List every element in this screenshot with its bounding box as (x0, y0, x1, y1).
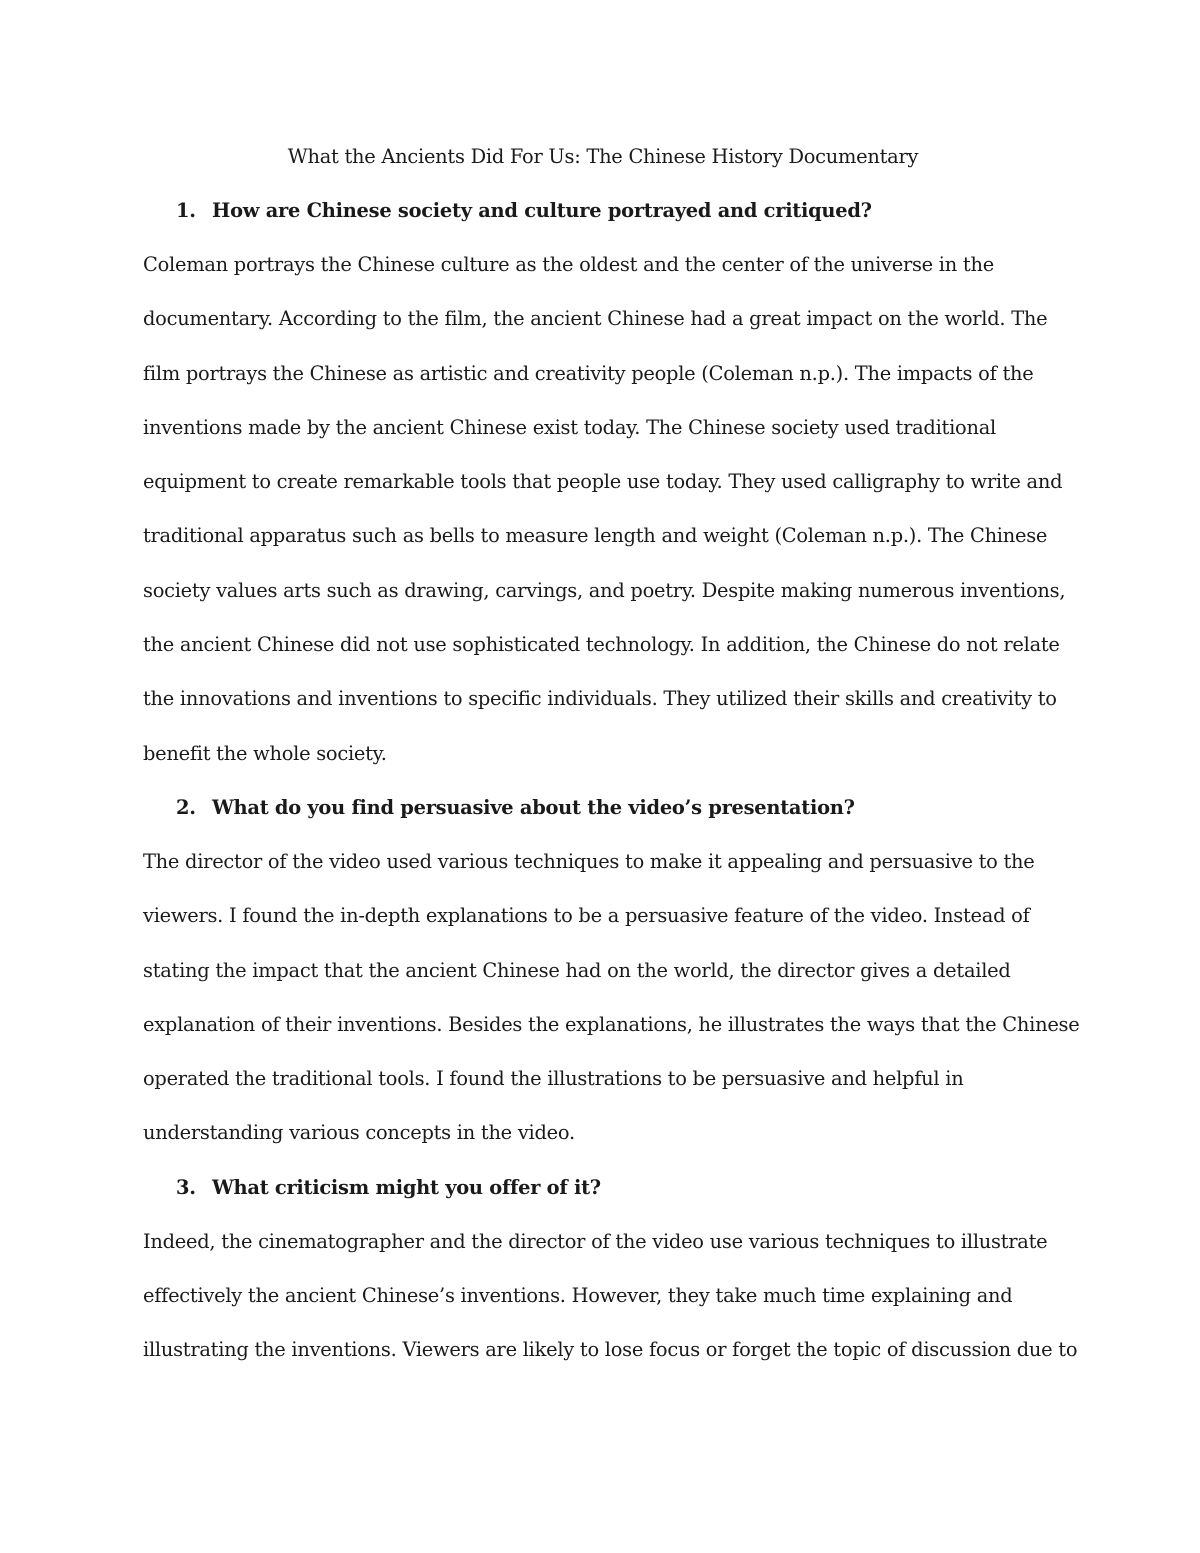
answer-line: explanation of their inventions. Besides the explanations, he illustrates the ways that the Chinese (143, 1012, 1080, 1036)
answer-line: documentary. According to the film, the ancient Chinese had a great impact on the world. The (143, 307, 1048, 331)
answer-line: operated the traditional tools. I found the illustrations to be persuasive and helpful in (143, 1067, 964, 1091)
answer-line: the innovations and inventions to specific individuals. They utilized their skills and creativity to (143, 687, 1057, 711)
answer-line: illustrating the inventions. Viewers are likely to lose focus or forget the topic of discussion due to (143, 1338, 1078, 1362)
answer-line: the ancient Chinese did not use sophisticated technology. In addition, the Chinese do not relate (143, 633, 1060, 657)
answer-paragraph-3 (143, 1215, 1078, 1378)
document-title: What the Ancients Did For Us: The Chinese History Documentary (287, 145, 919, 168)
answer-line: viewers. I found the in-depth explanations to be a persuasive feature of the video. Instead of (143, 904, 1030, 928)
answer-line: understanding various concepts in the video. (143, 1121, 575, 1145)
answer-line: benefit the whole society. (143, 741, 387, 765)
question-number: 2. (176, 795, 196, 819)
answer-line: society values arts such as drawing, carvings, and poetry. Despite making numerous inventions, (143, 578, 1066, 602)
answer-paragraph-1 (143, 238, 1066, 781)
question-text: What do you find persuasive about the video’s presentation? (212, 795, 855, 819)
question-number: 1. (176, 199, 196, 222)
answer-paragraph-2 (143, 835, 1080, 1161)
question-text: How are Chinese society and culture portrayed and critiqued? (212, 199, 872, 222)
answer-line: inventions made by the ancient Chinese exist today. The Chinese society used traditional (143, 415, 996, 439)
question-text: What criticism might you offer of it? (212, 1175, 601, 1199)
answer-line: equipment to create remarkable tools that people use today. They used calligraphy to write and (143, 470, 1063, 494)
answer-line: Indeed, the cinematographer and the director of the video use various techniques to illustrate (143, 1229, 1048, 1253)
answer-line: stating the impact that the ancient Chinese had on the world, the director gives a detailed (143, 958, 1011, 982)
answer-line: Coleman portrays the Chinese culture as the oldest and the center of the universe in the (143, 253, 994, 276)
answer-line: The director of the video used various techniques to make it appealing and persuasive to the (143, 849, 1035, 873)
question-heading-3 (143, 1161, 1063, 1215)
answer-line: traditional apparatus such as bells to measure length and weight (Coleman n.p.). The Chinese (143, 524, 1048, 548)
answer-line: effectively the ancient Chinese’s inventions. However, they take much time explaining and (143, 1284, 1013, 1308)
document-body (143, 130, 1080, 1378)
answer-line: film portrays the Chinese as artistic and creativity people (Coleman n.p.). The impacts of the (143, 361, 1034, 385)
question-heading-1 (143, 184, 1063, 238)
question-heading-2 (143, 781, 1063, 835)
question-number: 3. (176, 1175, 196, 1199)
